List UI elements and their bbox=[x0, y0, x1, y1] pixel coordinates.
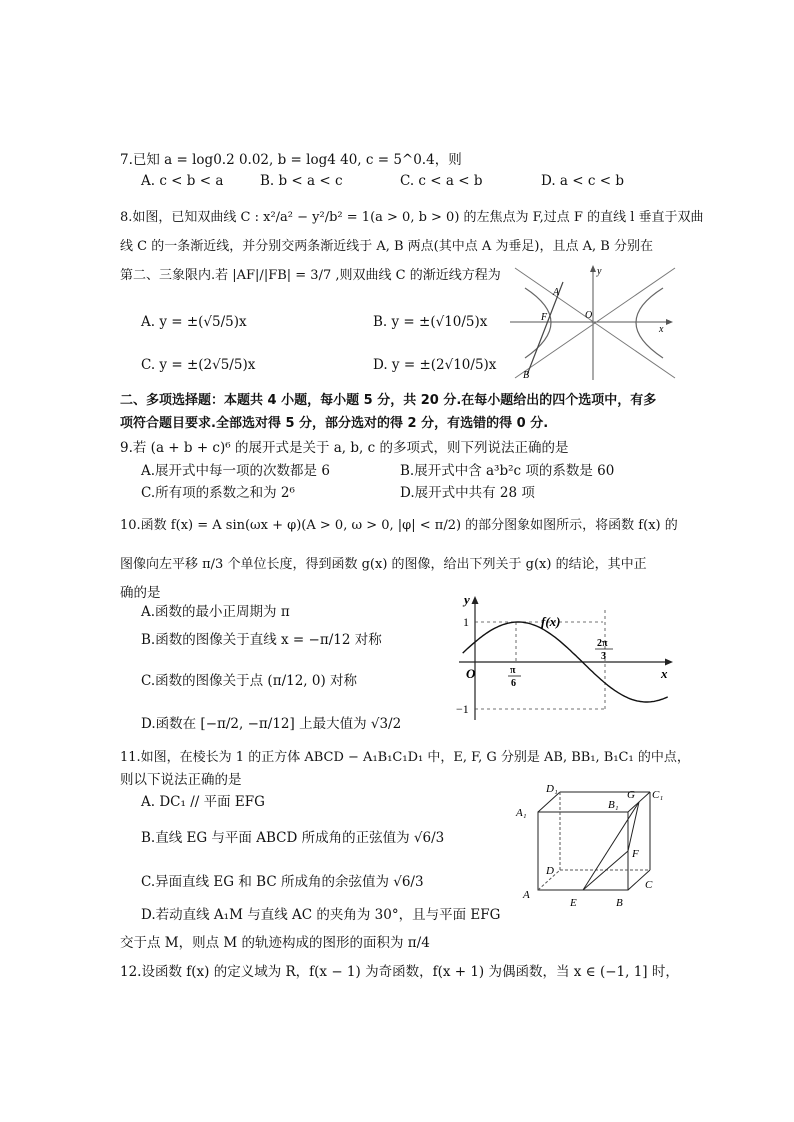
q11-option-c: C.异面直线 EG 和 BC 所成角的余弦值为 √6/3 bbox=[141, 874, 424, 890]
q8-option-c: C. y = ±(2√5/5)x bbox=[141, 357, 256, 373]
q11-line-end: 交于点 M，则点 M 的轨迹构成的图形的面积为 π/4 bbox=[120, 935, 430, 951]
q11-option-b: B.直线 EG 与平面 ABCD 所成角的正弦值为 √6/3 bbox=[141, 830, 445, 846]
q11-line2: 则以下说法正确的是 bbox=[120, 772, 242, 788]
q8-line3: 第二、三象限内.若 |AF|/|FB| = 3/7 ,则双曲线 C 的渐近线方程为 bbox=[120, 268, 501, 283]
label-x: x bbox=[659, 324, 664, 335]
label-d: D bbox=[546, 865, 554, 877]
q11-option-d: D.若动直线 A₁M 与直线 AC 的夹角为 30°，且与平面 EFG bbox=[141, 907, 501, 923]
label-b1: B₁ bbox=[608, 799, 619, 811]
svg-text:6: 6 bbox=[511, 678, 516, 689]
q8-option-b: B. y = ±(√10/5)x bbox=[373, 314, 488, 330]
q7-option-a: A. c < b < a bbox=[141, 173, 224, 189]
q8-option-a: A. y = ±(√5/5)x bbox=[141, 314, 247, 330]
q8-line1: 8.如图，已知双曲线 C : x²/a² − y²/b² = 1(a > 0, b > 0) 的左焦点为 F,过点 F 的直线 l 垂直于双曲 bbox=[120, 210, 704, 225]
label-f: F bbox=[632, 848, 639, 860]
hyperbola-figure bbox=[505, 260, 680, 382]
label-e: E bbox=[570, 897, 577, 909]
svg-text:π: π bbox=[510, 665, 516, 676]
section2-line2: 项符合题目要求.全部选对得 5 分，部分选对的得 2 分，有选错的得 0 分. bbox=[120, 416, 549, 431]
q11-line1: 11.如图，在棱长为 1 的正方体 ABCD − A₁B₁C₁D₁ 中，E, F, G 分别是 AB, BB₁, B₁C₁ 的中点， bbox=[120, 750, 690, 765]
q10-option-c: C.函数的图像关于点 (π/12, 0) 对称 bbox=[141, 673, 358, 689]
label-a: A bbox=[553, 287, 560, 298]
q10-option-a: A.函数的最小正周期为 π bbox=[141, 604, 290, 620]
svg-text:2π: 2π bbox=[597, 638, 608, 649]
edge-eg bbox=[583, 802, 639, 890]
section2-line1: 二、多项选择题：本题共 4 小题，每小题 5 分，共 20 分.在每小题给出的四个选项中，有多 bbox=[120, 393, 657, 408]
label-c: C bbox=[645, 879, 653, 891]
label-b: B bbox=[616, 897, 623, 909]
q9-option-d: D.展开式中共有 28 项 bbox=[400, 485, 535, 501]
label-c1: C₁ bbox=[652, 789, 664, 801]
label-x: x bbox=[661, 666, 668, 681]
q10-line3: 确的是 bbox=[120, 585, 161, 601]
label-1: 1 bbox=[463, 615, 469, 629]
q9-option-a: A.展开式中每一项的次数都是 6 bbox=[141, 463, 330, 479]
sine-figure bbox=[455, 590, 680, 725]
label-f: F bbox=[541, 312, 548, 323]
label-o: O bbox=[585, 310, 593, 321]
label-a1: A₁ bbox=[516, 807, 527, 819]
q8-option-d: D. y = ±(2√10/5)x bbox=[373, 357, 497, 373]
cube-figure bbox=[510, 780, 675, 910]
q10-option-d: D.函数在 [−π/2, −π/12] 上最大值为 √3/2 bbox=[141, 716, 402, 732]
label-b: B bbox=[523, 370, 530, 381]
label-m1: −1 bbox=[456, 702, 469, 716]
label-o: O bbox=[466, 666, 476, 681]
q7-stem: 7.已知 a = log0.2 0.02, b = log4 40, c = 5^0.4，则 bbox=[120, 152, 462, 168]
q9-option-c: C.所有项的系数之和为 2⁶ bbox=[141, 485, 295, 501]
q10-line1: 10.函数 f(x) = A sin(ωx + φ)(A > 0, ω > 0, |φ| < π/2) 的部分图象如图所示，将函数 f(x) 的 bbox=[120, 518, 678, 533]
q7-option-b: B. b < a < c bbox=[260, 173, 343, 189]
q11-option-a: A. DC₁ // 平面 EFG bbox=[141, 794, 265, 810]
q9-stem: 9.若 (a + b + c)⁶ 的展开式是关于 a, b, c 的多项式，则下列说法正确的是 bbox=[120, 440, 569, 456]
svg-text:3: 3 bbox=[601, 651, 606, 662]
right-branch bbox=[636, 288, 663, 358]
q7-option-d: D. a < c < b bbox=[541, 173, 624, 189]
q10-option-b: B.函数的图像关于直线 x = −π/12 对称 bbox=[141, 632, 382, 648]
label-fx: f(x) bbox=[541, 614, 561, 629]
q7-option-c: C. c < a < b bbox=[400, 173, 483, 189]
label-a: A bbox=[523, 889, 530, 901]
label-g: G bbox=[627, 789, 635, 801]
q8-line2: 线 C 的一条渐近线，并分别交两条渐近线于 A, B 两点(其中点 A 为垂足)，且点 A, B 分别在 bbox=[120, 239, 653, 254]
label-y: y bbox=[464, 592, 470, 607]
q9-option-b: B.展开式中含 a³b²c 项的系数是 60 bbox=[400, 463, 615, 479]
q10-line2: 图像向左平移 π/3 个单位长度，得到函数 g(x) 的图像，给出下列关于 g(x) 的结论，其中正 bbox=[120, 557, 647, 572]
q12-stem: 12.设函数 f(x) 的定义域为 R，f(x − 1) 为奇函数，f(x + 1) 为偶函数，当 x ∈ (−1, 1] 时， bbox=[120, 964, 679, 980]
label-y: y bbox=[597, 266, 602, 277]
label-d1: D₁ bbox=[546, 783, 558, 795]
